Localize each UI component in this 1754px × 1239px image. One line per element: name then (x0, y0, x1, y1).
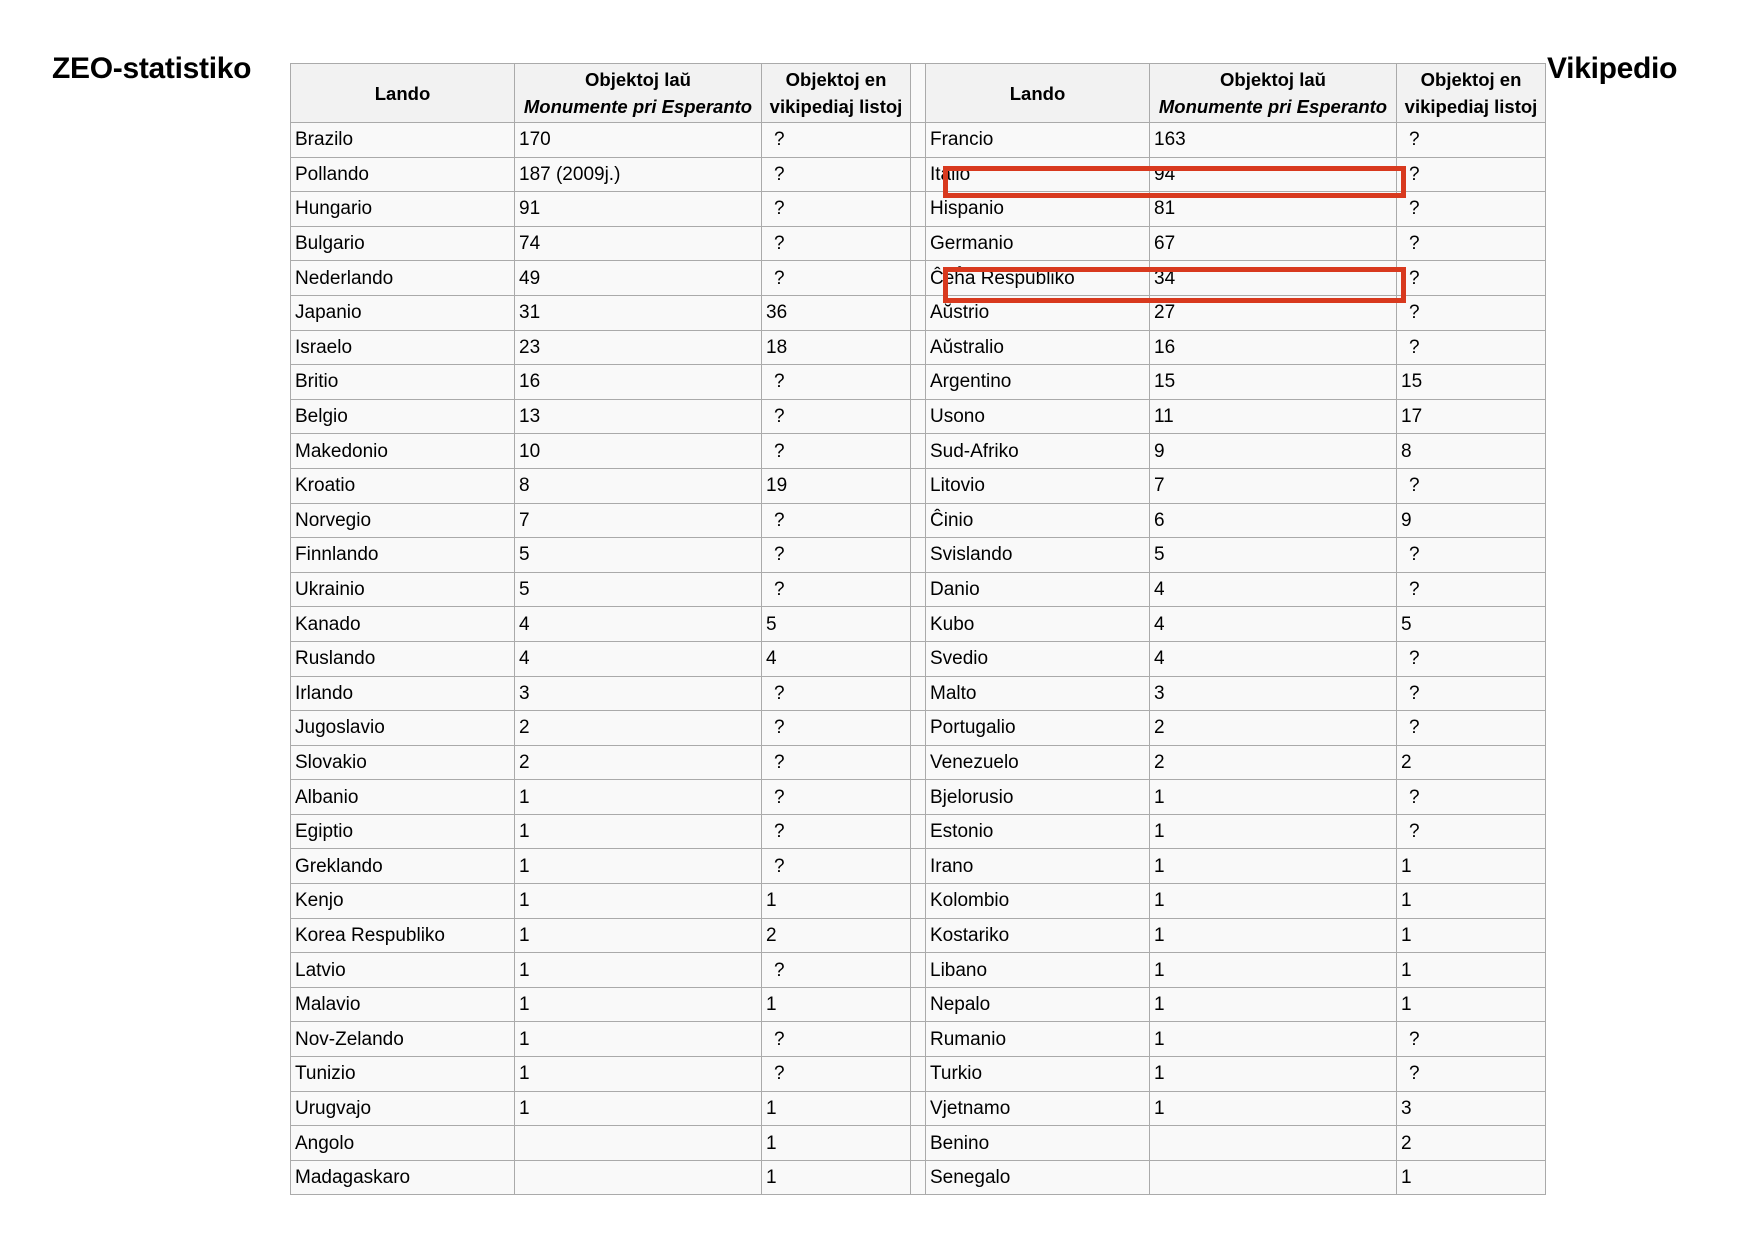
right-objects-cell: 1 (1150, 780, 1397, 815)
right-country-cell: Estonio (926, 814, 1150, 849)
left-country-cell: Nov-Zelando (291, 1022, 515, 1057)
left-wiki-cell: ? (762, 399, 911, 434)
left-country-cell: Brazilo (291, 123, 515, 158)
column-separator (911, 192, 926, 227)
column-separator (911, 780, 926, 815)
right-wiki-cell: ? (1397, 1057, 1546, 1092)
left-objects-cell: 10 (515, 434, 762, 469)
right-objects-cell: 81 (1150, 192, 1397, 227)
right-country-cell: Francio (926, 123, 1150, 158)
table-row (291, 1057, 1546, 1092)
left-country-cell: Urugvajo (291, 1091, 515, 1126)
right-country-cell: Danio (926, 572, 1150, 607)
left-country-cell: Bulgario (291, 226, 515, 261)
right-country-cell: Hispanio (926, 192, 1150, 227)
header-objects-left (515, 64, 762, 123)
left-objects-cell: 1 (515, 1057, 762, 1092)
right-country-cell: Nepalo (926, 987, 1150, 1022)
right-wiki-cell: ? (1397, 226, 1546, 261)
table-row (291, 918, 1546, 953)
left-objects-cell: 1 (515, 780, 762, 815)
left-country-cell: Ruslando (291, 641, 515, 676)
right-wiki-cell: ? (1397, 572, 1546, 607)
left-objects-cell: 74 (515, 226, 762, 261)
right-country-cell: Kolombio (926, 884, 1150, 919)
right-objects-cell (1150, 1160, 1397, 1195)
right-objects-cell: 16 (1150, 330, 1397, 365)
table-row (291, 123, 1546, 158)
left-country-cell: Tunizio (291, 1057, 515, 1092)
column-separator (911, 918, 926, 953)
table-row (291, 987, 1546, 1022)
left-country-cell: Latvio (291, 953, 515, 988)
right-wiki-cell: ? (1397, 295, 1546, 330)
right-wiki-cell: ? (1397, 1022, 1546, 1057)
left-wiki-cell: 4 (762, 641, 911, 676)
left-country-cell: Norvegio (291, 503, 515, 538)
right-wiki-cell: ? (1397, 468, 1546, 503)
right-objects-cell: 9 (1150, 434, 1397, 469)
right-country-cell: Turkio (926, 1057, 1150, 1092)
right-objects-cell: 4 (1150, 641, 1397, 676)
left-wiki-cell: 18 (762, 330, 911, 365)
column-separator (911, 123, 926, 158)
left-objects-cell: 2 (515, 745, 762, 780)
left-objects-cell (515, 1126, 762, 1161)
left-wiki-cell: ? (762, 676, 911, 711)
right-country-cell: Argentino (926, 365, 1150, 400)
left-objects-cell: 187 (2009j.) (515, 157, 762, 192)
table-row (291, 157, 1546, 192)
right-objects-cell: 3 (1150, 676, 1397, 711)
right-objects-cell: 27 (1150, 295, 1397, 330)
table-row (291, 884, 1546, 919)
table-row (291, 295, 1546, 330)
left-country-cell: Kanado (291, 607, 515, 642)
column-separator (911, 365, 926, 400)
right-country-cell: Senegalo (926, 1160, 1150, 1195)
column-separator (911, 884, 926, 919)
right-country-cell: Sud-Afriko (926, 434, 1150, 469)
header-objects-line2: Monumente pri Esperanto (1158, 96, 1388, 117)
table-row (291, 676, 1546, 711)
left-wiki-cell: ? (762, 953, 911, 988)
column-separator (911, 607, 926, 642)
column-separator (911, 226, 926, 261)
right-wiki-cell: 15 (1397, 365, 1546, 400)
left-country-cell: Britio (291, 365, 515, 400)
right-country-cell: Aŭstralio (926, 330, 1150, 365)
column-separator (911, 849, 926, 884)
right-objects-cell: 1 (1150, 849, 1397, 884)
right-country-cell: Kostariko (926, 918, 1150, 953)
left-objects-cell: 4 (515, 641, 762, 676)
left-wiki-cell: 1 (762, 884, 911, 919)
left-objects-cell: 91 (515, 192, 762, 227)
left-objects-cell (515, 1160, 762, 1195)
right-country-cell: Svislando (926, 538, 1150, 573)
right-country-cell: Benino (926, 1126, 1150, 1161)
column-separator (911, 814, 926, 849)
left-wiki-cell: 1 (762, 1160, 911, 1195)
right-wiki-cell: ? (1397, 123, 1546, 158)
table-row (291, 1126, 1546, 1161)
right-country-cell: Litovio (926, 468, 1150, 503)
left-country-cell: Kenjo (291, 884, 515, 919)
left-country-cell: Makedonio (291, 434, 515, 469)
left-objects-cell: 49 (515, 261, 762, 296)
right-country-cell: Portugalio (926, 711, 1150, 746)
left-objects-cell: 1 (515, 1022, 762, 1057)
column-separator (911, 987, 926, 1022)
left-country-cell: Irlando (291, 676, 515, 711)
right-wiki-cell: 1 (1397, 884, 1546, 919)
left-wiki-cell: ? (762, 1022, 911, 1057)
left-wiki-cell: ? (762, 365, 911, 400)
column-separator (911, 399, 926, 434)
right-wiki-cell: ? (1397, 261, 1546, 296)
right-wiki-cell: 1 (1397, 953, 1546, 988)
left-objects-cell: 13 (515, 399, 762, 434)
left-wiki-cell: ? (762, 226, 911, 261)
left-country-cell: Japanio (291, 295, 515, 330)
left-objects-cell: 4 (515, 607, 762, 642)
right-country-cell: Libano (926, 953, 1150, 988)
left-wiki-cell: 19 (762, 468, 911, 503)
left-country-cell: Albanio (291, 780, 515, 815)
left-country-cell: Slovakio (291, 745, 515, 780)
left-wiki-cell: ? (762, 261, 911, 296)
left-country-cell: Madagaskaro (291, 1160, 515, 1195)
header-wiki-line1: Objektoj en (1420, 69, 1522, 90)
right-wiki-cell: ? (1397, 711, 1546, 746)
table-row (291, 607, 1546, 642)
left-wiki-cell: ? (762, 1057, 911, 1092)
left-wiki-cell: 36 (762, 295, 911, 330)
table-row (291, 192, 1546, 227)
left-country-cell: Nederlando (291, 261, 515, 296)
left-objects-cell: 3 (515, 676, 762, 711)
left-wiki-cell: 1 (762, 1126, 911, 1161)
right-objects-cell: 1 (1150, 814, 1397, 849)
right-country-cell: Kubo (926, 607, 1150, 642)
column-separator (911, 711, 926, 746)
table-row (291, 226, 1546, 261)
column-separator (911, 641, 926, 676)
left-objects-cell: 8 (515, 468, 762, 503)
left-country-cell: Ukrainio (291, 572, 515, 607)
header-wiki-line1: Objektoj en (785, 69, 887, 90)
table-row (291, 399, 1546, 434)
right-country-cell: Vjetnamo (926, 1091, 1150, 1126)
header-objects-right (1150, 64, 1397, 123)
right-objects-cell: 5 (1150, 538, 1397, 573)
table-row (291, 780, 1546, 815)
left-wiki-cell: ? (762, 814, 911, 849)
left-country-cell: Israelo (291, 330, 515, 365)
right-wiki-cell: 2 (1397, 745, 1546, 780)
left-wiki-cell: 5 (762, 607, 911, 642)
left-country-cell: Egiptio (291, 814, 515, 849)
right-objects-cell: 6 (1150, 503, 1397, 538)
table-row (291, 261, 1546, 296)
table-row (291, 745, 1546, 780)
left-wiki-cell: ? (762, 745, 911, 780)
table-row (291, 365, 1546, 400)
table-row (291, 538, 1546, 573)
column-separator (911, 745, 926, 780)
right-objects-cell: 15 (1150, 365, 1397, 400)
column-separator (911, 538, 926, 573)
header-objects-line1: Objektoj laŭ (1220, 69, 1326, 90)
left-wiki-cell: ? (762, 711, 911, 746)
right-wiki-cell: 9 (1397, 503, 1546, 538)
right-objects-cell: 1 (1150, 1057, 1397, 1092)
column-separator (911, 503, 926, 538)
right-wiki-cell: ? (1397, 538, 1546, 573)
table-row (291, 1091, 1546, 1126)
column-separator (911, 572, 926, 607)
table-row (291, 330, 1546, 365)
header-wiki-left (762, 64, 911, 123)
left-wiki-cell: ? (762, 538, 911, 573)
left-objects-cell: 1 (515, 987, 762, 1022)
left-wiki-cell: 1 (762, 1091, 911, 1126)
right-wiki-cell: ? (1397, 157, 1546, 192)
left-wiki-cell: ? (762, 572, 911, 607)
right-objects-cell: 4 (1150, 607, 1397, 642)
right-objects-cell (1150, 1126, 1397, 1161)
left-country-cell: Angolo (291, 1126, 515, 1161)
left-objects-cell: 2 (515, 711, 762, 746)
left-wiki-cell: ? (762, 123, 911, 158)
left-country-cell: Jugoslavio (291, 711, 515, 746)
header-wiki-line2: vikipediaj listoj (769, 96, 903, 117)
right-country-cell: Germanio (926, 226, 1150, 261)
table-row (291, 711, 1546, 746)
right-wiki-cell: 8 (1397, 434, 1546, 469)
table-row (291, 814, 1546, 849)
monument-statistics-table (290, 63, 1546, 1195)
column-separator (911, 676, 926, 711)
table-row (291, 572, 1546, 607)
column-separator (911, 1022, 926, 1057)
column-separator (911, 64, 926, 123)
right-objects-cell: 1 (1150, 918, 1397, 953)
right-country-cell: Malto (926, 676, 1150, 711)
left-wiki-cell: ? (762, 192, 911, 227)
left-wiki-cell: ? (762, 434, 911, 469)
left-wiki-cell: ? (762, 780, 911, 815)
right-objects-cell: 7 (1150, 468, 1397, 503)
right-wiki-cell: ? (1397, 780, 1546, 815)
right-wiki-cell: 1 (1397, 1160, 1546, 1195)
right-objects-cell: 11 (1150, 399, 1397, 434)
right-wiki-cell: 2 (1397, 1126, 1546, 1161)
zeo-statistiko-label: ZEO-statistiko (52, 52, 252, 85)
left-objects-cell: 5 (515, 572, 762, 607)
left-country-cell: Finnlando (291, 538, 515, 573)
left-country-cell: Malavio (291, 987, 515, 1022)
right-objects-cell: 2 (1150, 711, 1397, 746)
right-wiki-cell: ? (1397, 192, 1546, 227)
table-row (291, 1160, 1546, 1195)
column-separator (911, 295, 926, 330)
column-separator (911, 330, 926, 365)
left-objects-cell: 1 (515, 884, 762, 919)
right-wiki-cell: 1 (1397, 987, 1546, 1022)
right-objects-cell: 1 (1150, 987, 1397, 1022)
right-wiki-cell: 5 (1397, 607, 1546, 642)
header-objects-line2: Monumente pri Esperanto (523, 96, 753, 117)
left-objects-cell: 31 (515, 295, 762, 330)
left-country-cell: Pollando (291, 157, 515, 192)
left-objects-cell: 1 (515, 849, 762, 884)
left-objects-cell: 5 (515, 538, 762, 573)
column-separator (911, 953, 926, 988)
right-wiki-cell: 3 (1397, 1091, 1546, 1126)
column-separator (911, 157, 926, 192)
right-objects-cell: 34 (1150, 261, 1397, 296)
left-wiki-cell: ? (762, 157, 911, 192)
column-separator (911, 261, 926, 296)
right-wiki-cell: 1 (1397, 918, 1546, 953)
right-country-cell: Irano (926, 849, 1150, 884)
right-country-cell: Svedio (926, 641, 1150, 676)
right-country-cell: Venezuelo (926, 745, 1150, 780)
left-country-cell: Greklando (291, 849, 515, 884)
table-row (291, 849, 1546, 884)
left-wiki-cell: 1 (762, 987, 911, 1022)
right-country-cell: Bjelorusio (926, 780, 1150, 815)
column-separator (911, 1091, 926, 1126)
table-row (291, 1022, 1546, 1057)
right-country-cell: Ĉeĥa Respubliko (926, 261, 1150, 296)
left-country-cell: Korea Respubliko (291, 918, 515, 953)
column-separator (911, 434, 926, 469)
left-objects-cell: 1 (515, 918, 762, 953)
left-objects-cell: 16 (515, 365, 762, 400)
column-separator (911, 1126, 926, 1161)
right-wiki-cell: ? (1397, 330, 1546, 365)
right-wiki-cell: ? (1397, 676, 1546, 711)
left-objects-cell: 1 (515, 814, 762, 849)
left-wiki-cell: ? (762, 503, 911, 538)
right-objects-cell: 2 (1150, 745, 1397, 780)
right-objects-cell: 4 (1150, 572, 1397, 607)
table-body (291, 123, 1546, 1195)
vikipedio-label: Vikipedio (1547, 52, 1678, 85)
right-objects-cell: 1 (1150, 1091, 1397, 1126)
right-country-cell: Rumanio (926, 1022, 1150, 1057)
table-header-row (291, 64, 1546, 123)
header-country-right: Lando (926, 64, 1150, 123)
left-objects-cell: 1 (515, 953, 762, 988)
right-wiki-cell: ? (1397, 641, 1546, 676)
left-objects-cell: 23 (515, 330, 762, 365)
right-objects-cell: 1 (1150, 953, 1397, 988)
right-wiki-cell: ? (1397, 814, 1546, 849)
column-separator (911, 1057, 926, 1092)
table-row (291, 641, 1546, 676)
header-wiki-right (1397, 64, 1546, 123)
right-country-cell: Usono (926, 399, 1150, 434)
right-objects-cell: 163 (1150, 123, 1397, 158)
right-wiki-cell: 1 (1397, 849, 1546, 884)
column-separator (911, 1160, 926, 1195)
column-separator (911, 468, 926, 503)
right-objects-cell: 94 (1150, 157, 1397, 192)
right-country-cell: Italio (926, 157, 1150, 192)
left-country-cell: Kroatio (291, 468, 515, 503)
left-wiki-cell: 2 (762, 918, 911, 953)
table-row (291, 468, 1546, 503)
left-country-cell: Belgio (291, 399, 515, 434)
header-objects-line1: Objektoj laŭ (585, 69, 691, 90)
table-row (291, 503, 1546, 538)
left-objects-cell: 1 (515, 1091, 762, 1126)
left-wiki-cell: ? (762, 849, 911, 884)
right-country-cell: Aŭstrio (926, 295, 1150, 330)
header-country-left: Lando (291, 64, 515, 123)
left-country-cell: Hungario (291, 192, 515, 227)
right-objects-cell: 1 (1150, 884, 1397, 919)
left-objects-cell: 170 (515, 123, 762, 158)
right-country-cell: Ĉinio (926, 503, 1150, 538)
table-row (291, 953, 1546, 988)
table-row (291, 434, 1546, 469)
header-wiki-line2: vikipediaj listoj (1404, 96, 1538, 117)
right-wiki-cell: 17 (1397, 399, 1546, 434)
right-objects-cell: 1 (1150, 1022, 1397, 1057)
left-objects-cell: 7 (515, 503, 762, 538)
right-objects-cell: 67 (1150, 226, 1397, 261)
